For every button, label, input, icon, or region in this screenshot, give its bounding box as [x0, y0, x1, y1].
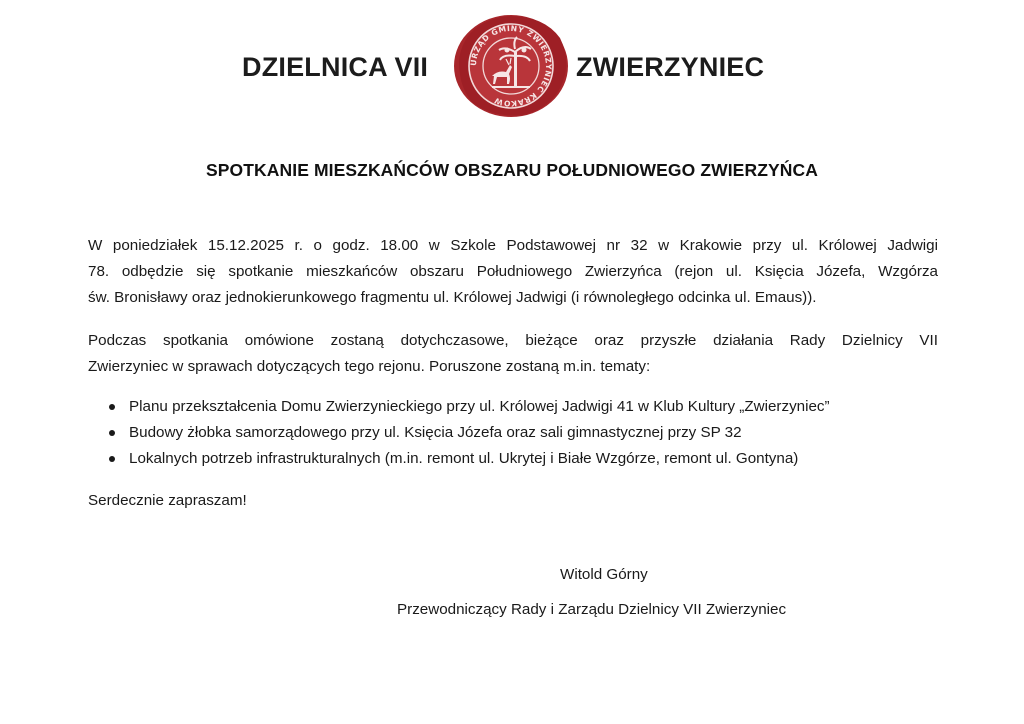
header-district-number: DZIELNICA VII [242, 52, 429, 82]
district-seal-icon [452, 14, 570, 118]
paragraph-announcement [88, 233, 938, 311]
svg-text:URZĄD GMINY ZWIERZYNIEC KRAKÓW: URZĄD GMINY ZWIERZYNIEC KRAKÓW [468, 23, 554, 109]
paragraph-agenda-intro [88, 328, 938, 380]
bullet-icon [109, 430, 115, 436]
list-item [88, 394, 948, 420]
list-item-text: Budowy żłobka samorządowego przy ul. Księcia Józefa oraz sali gimnastycznej przy SP 32 [129, 424, 742, 441]
topics-list [88, 394, 948, 472]
closing-line: Serdecznie zapraszam! [88, 492, 247, 509]
bullet-icon [109, 404, 115, 410]
list-item-text: Lokalnych potrzeb infrastrukturalnych (m.in. remont ul. Ukrytej i Białe Wzgórze, remont ul. Gontyna) [129, 450, 799, 467]
paragraph-line: Podczas spotkania omówione zostaną dotychczasowe, bieżące oraz przyszłe działania Rady Dzielnicy VII [88, 332, 938, 349]
bullet-icon [109, 456, 115, 462]
header-district-name: ZWIERZYNIEC [576, 52, 765, 82]
page-title: SPOTKANIE MIESZKAŃCÓW OBSZARU POŁUDNIOWEGO ZWIERZYŃCA [206, 160, 818, 180]
list-item [88, 420, 948, 446]
signature-name: Witold Górny [560, 566, 648, 583]
list-item [88, 446, 948, 472]
paragraph-line: św. Bronisławy oraz jednokierunkowego fragmentu ul. Królowej Jadwigi (i równoległego odcinka ul. Emaus)). [88, 289, 817, 306]
paragraph-line: Zwierzyniec w sprawach dotyczących tego rejonu. Poruszone zostaną m.in. tematy: [88, 358, 651, 375]
paragraph-line: W poniedziałek 15.12.2025 r. o godz. 18.00 w Szkole Podstawowej nr 32 w Krakowie przy ul. Królowej Jadwigi [88, 237, 938, 254]
list-item-text: Planu przekształcenia Domu Zwierzynieckiego przy ul. Królowej Jadwigi 41 w Klub Kultury „Zwierzyniec” [129, 398, 830, 415]
signature-role: Przewodniczący Rady i Zarządu Dzielnicy VII Zwierzyniec [397, 601, 787, 618]
paragraph-line: 78. odbędzie się spotkanie mieszkańców obszaru Południowego Zwierzyńca (rejon ul. Księcia Józefa, Wzgórza [88, 263, 938, 280]
